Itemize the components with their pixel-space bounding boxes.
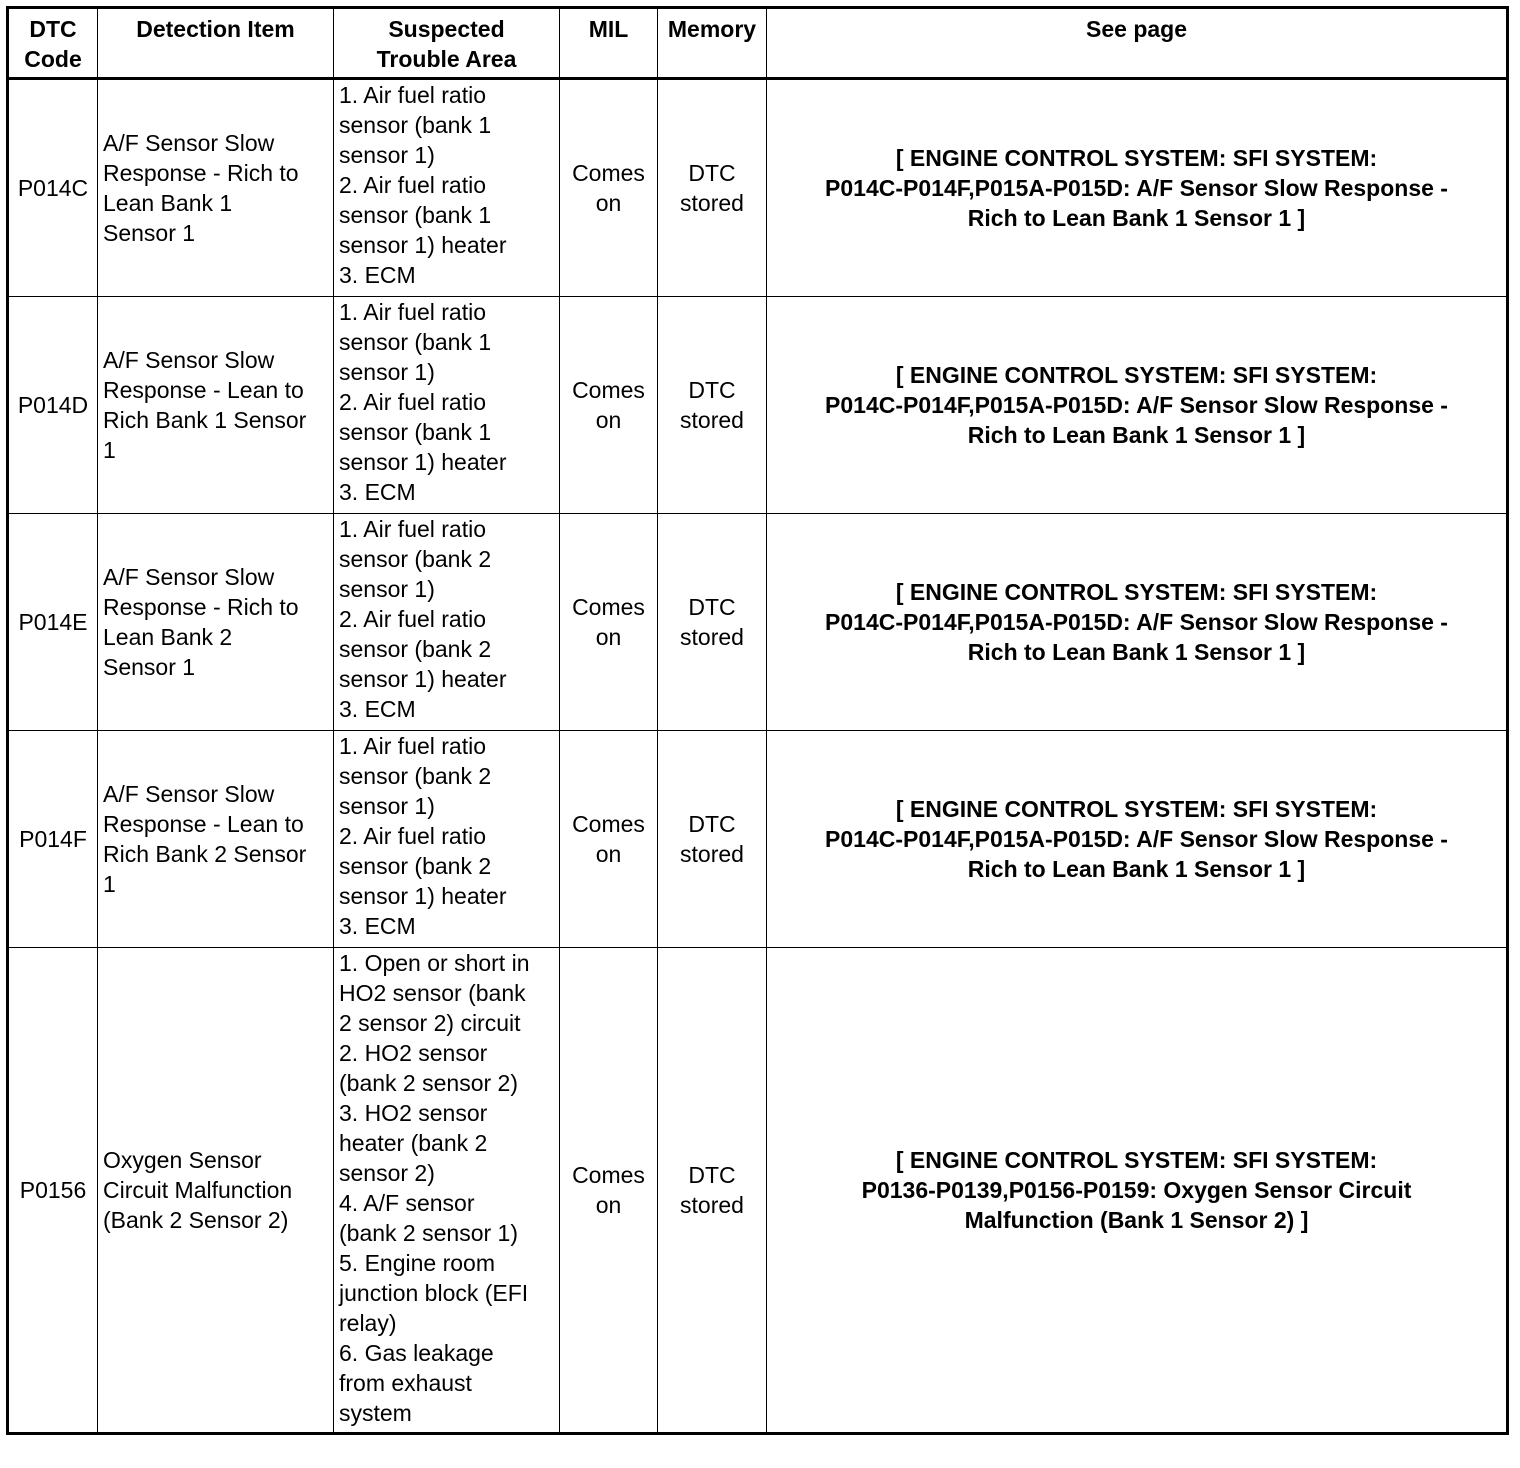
see-page-link[interactable]: [ ENGINE CONTROL SYSTEM: SFI SYSTEM: P014C-P014F,P015A-P015D: A/F Sensor Slow Response - Rich to Lean Bank 1 Sensor 1 ]	[767, 79, 1508, 297]
trouble-area-cell: 1. Open or short in HO2 sensor (bank 2 sensor 2) circuit 2. HO2 sensor (bank 2 sensor 2) 3. HO2 sensor heater (bank 2 sensor 2) 4. A/F sensor (bank 2 sensor 1) 5. Engine room junction block (EFI relay) 6. Gas leakage from exhaust system	[334, 948, 560, 1434]
mil-cell: Comes on	[560, 948, 658, 1434]
memory-cell: DTC stored	[658, 731, 767, 948]
header-see-page: See page	[767, 8, 1508, 79]
dtc-table	[6, 6, 1509, 1435]
header-detection-item: Detection Item	[98, 8, 334, 79]
see-page-link[interactable]: [ ENGINE CONTROL SYSTEM: SFI SYSTEM: P014C-P014F,P015A-P015D: A/F Sensor Slow Response - Rich to Lean Bank 1 Sensor 1 ]	[767, 731, 1508, 948]
mil-cell: Comes on	[560, 297, 658, 514]
header-memory: Memory	[658, 8, 767, 79]
see-page-link[interactable]: [ ENGINE CONTROL SYSTEM: SFI SYSTEM: P0136-P0139,P0156-P0159: Oxygen Sensor Circuit Malfunction (Bank 1 Sensor 2) ]	[767, 948, 1508, 1434]
trouble-area-cell: 1. Air fuel ratio sensor (bank 2 sensor 1) 2. Air fuel ratio sensor (bank 2 sensor 1) heater 3. ECM	[334, 514, 560, 731]
dtc-code-cell: P014D	[8, 297, 98, 514]
header-suspected-trouble-area: Suspected Trouble Area	[334, 8, 560, 79]
memory-cell: DTC stored	[658, 297, 767, 514]
dtc-code-cell: P014C	[8, 79, 98, 297]
mil-cell: Comes on	[560, 731, 658, 948]
mil-cell: Comes on	[560, 514, 658, 731]
mil-cell: Comes on	[560, 79, 658, 297]
memory-cell: DTC stored	[658, 514, 767, 731]
see-page-link[interactable]: [ ENGINE CONTROL SYSTEM: SFI SYSTEM: P014C-P014F,P015A-P015D: A/F Sensor Slow Response - Rich to Lean Bank 1 Sensor 1 ]	[767, 514, 1508, 731]
detection-item-cell: Oxygen Sensor Circuit Malfunction (Bank 2 Sensor 2)	[98, 948, 334, 1434]
detection-item-cell: A/F Sensor Slow Response - Rich to Lean Bank 1 Sensor 1	[98, 79, 334, 297]
memory-cell: DTC stored	[658, 948, 767, 1434]
trouble-area-cell: 1. Air fuel ratio sensor (bank 1 sensor 1) 2. Air fuel ratio sensor (bank 1 sensor 1) heater 3. ECM	[334, 79, 560, 297]
table-row	[8, 79, 1508, 297]
trouble-area-cell: 1. Air fuel ratio sensor (bank 1 sensor 1) 2. Air fuel ratio sensor (bank 1 sensor 1) heater 3. ECM	[334, 297, 560, 514]
table-row	[8, 514, 1508, 731]
trouble-area-cell: 1. Air fuel ratio sensor (bank 2 sensor 1) 2. Air fuel ratio sensor (bank 2 sensor 1) heater 3. ECM	[334, 731, 560, 948]
dtc-code-cell: P014E	[8, 514, 98, 731]
detection-item-cell: A/F Sensor Slow Response - Lean to Rich Bank 1 Sensor 1	[98, 297, 334, 514]
dtc-code-cell: P0156	[8, 948, 98, 1434]
header-row	[8, 8, 1508, 79]
header-mil: MIL	[560, 8, 658, 79]
table-row	[8, 948, 1508, 1434]
see-page-link[interactable]: [ ENGINE CONTROL SYSTEM: SFI SYSTEM: P014C-P014F,P015A-P015D: A/F Sensor Slow Response - Rich to Lean Bank 1 Sensor 1 ]	[767, 297, 1508, 514]
header-dtc-code: DTC Code	[8, 8, 98, 79]
detection-item-cell: A/F Sensor Slow Response - Rich to Lean Bank 2 Sensor 1	[98, 514, 334, 731]
table-row	[8, 731, 1508, 948]
memory-cell: DTC stored	[658, 79, 767, 297]
detection-item-cell: A/F Sensor Slow Response - Lean to Rich Bank 2 Sensor 1	[98, 731, 334, 948]
dtc-code-cell: P014F	[8, 731, 98, 948]
table-row	[8, 297, 1508, 514]
